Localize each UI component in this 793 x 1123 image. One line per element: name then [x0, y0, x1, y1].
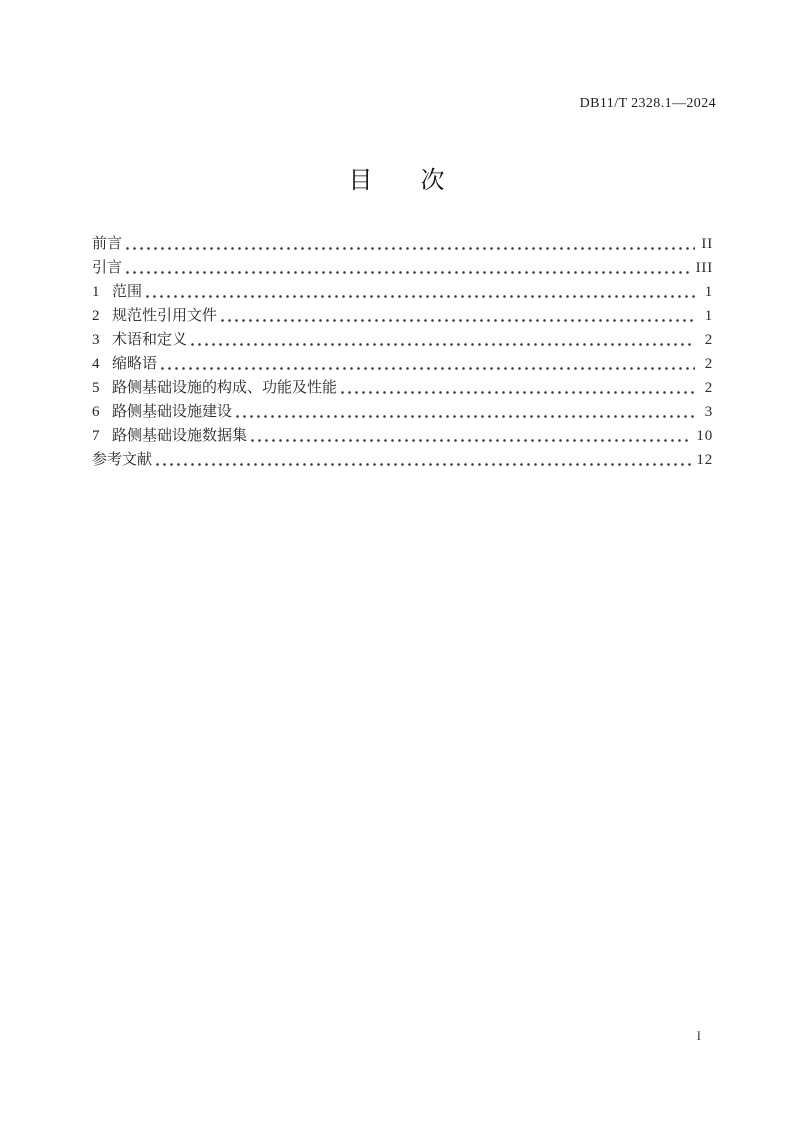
toc-entry-page: 2	[704, 380, 713, 396]
toc-dot-leader	[339, 376, 695, 400]
toc-entry-number: 2	[92, 308, 100, 324]
toc-entry-number: 1	[92, 284, 100, 300]
toc-entry[interactable]	[92, 376, 713, 400]
toc-dot-leader	[189, 328, 695, 352]
toc-entry-number: 7	[92, 428, 100, 444]
toc-entry-page: 1	[704, 308, 713, 324]
toc-dot-leader	[249, 424, 692, 448]
toc-dot-leader	[124, 232, 695, 256]
toc-entry-page: 3	[704, 404, 713, 420]
toc-dot-leader	[219, 304, 695, 328]
toc-entry-label: 术语和定义	[112, 332, 188, 348]
toc-entry-page: 2	[704, 356, 713, 372]
toc-dot-leader	[159, 352, 695, 376]
toc-entry-number: 3	[92, 332, 100, 348]
toc-entry[interactable]	[92, 256, 713, 280]
toc-entry[interactable]	[92, 400, 713, 424]
toc-entry[interactable]	[92, 424, 713, 448]
toc-entry-number: 6	[92, 404, 100, 420]
toc-entry-page: 1	[704, 284, 713, 300]
toc-entry[interactable]	[92, 304, 713, 328]
toc-entry-label: 参考文献	[92, 452, 153, 468]
toc-entry-label: 路侧基础设施建设	[112, 404, 233, 420]
toc-entry-label: 规范性引用文件	[112, 308, 218, 324]
toc-dot-leader	[154, 448, 692, 472]
toc-entry-label: 范围	[112, 284, 143, 300]
footer-page-number: I	[696, 1028, 701, 1043]
toc-entry[interactable]	[92, 328, 713, 352]
toc-list	[92, 232, 713, 472]
toc-entry-number: 5	[92, 380, 100, 396]
toc-entry-label: 路侧基础设施的构成、功能及性能	[112, 380, 338, 396]
toc-entry-label: 路侧基础设施数据集	[112, 428, 248, 444]
toc-entry-label: 缩略语	[112, 356, 158, 372]
page-title: 目 次	[348, 167, 445, 194]
toc-entry[interactable]	[92, 448, 713, 472]
toc-entry[interactable]	[92, 232, 713, 256]
toc-entry-label: 前言	[92, 236, 123, 252]
toc-dot-leader	[144, 280, 695, 304]
toc-dot-leader	[234, 400, 695, 424]
document-code: DB11/T 2328.1—2024	[579, 96, 716, 111]
toc-entry-page: 2	[704, 332, 713, 348]
toc-entry-page: 12	[696, 452, 713, 468]
toc-entry-page: III	[695, 260, 713, 276]
toc-entry[interactable]	[92, 352, 713, 376]
toc-dot-leader	[124, 256, 692, 280]
toc-entry-page: II	[701, 236, 713, 252]
toc-entry[interactable]	[92, 280, 713, 304]
toc-entry-number: 4	[92, 356, 100, 372]
toc-entry-label: 引言	[92, 260, 123, 276]
toc-entry-page: 10	[696, 428, 713, 444]
